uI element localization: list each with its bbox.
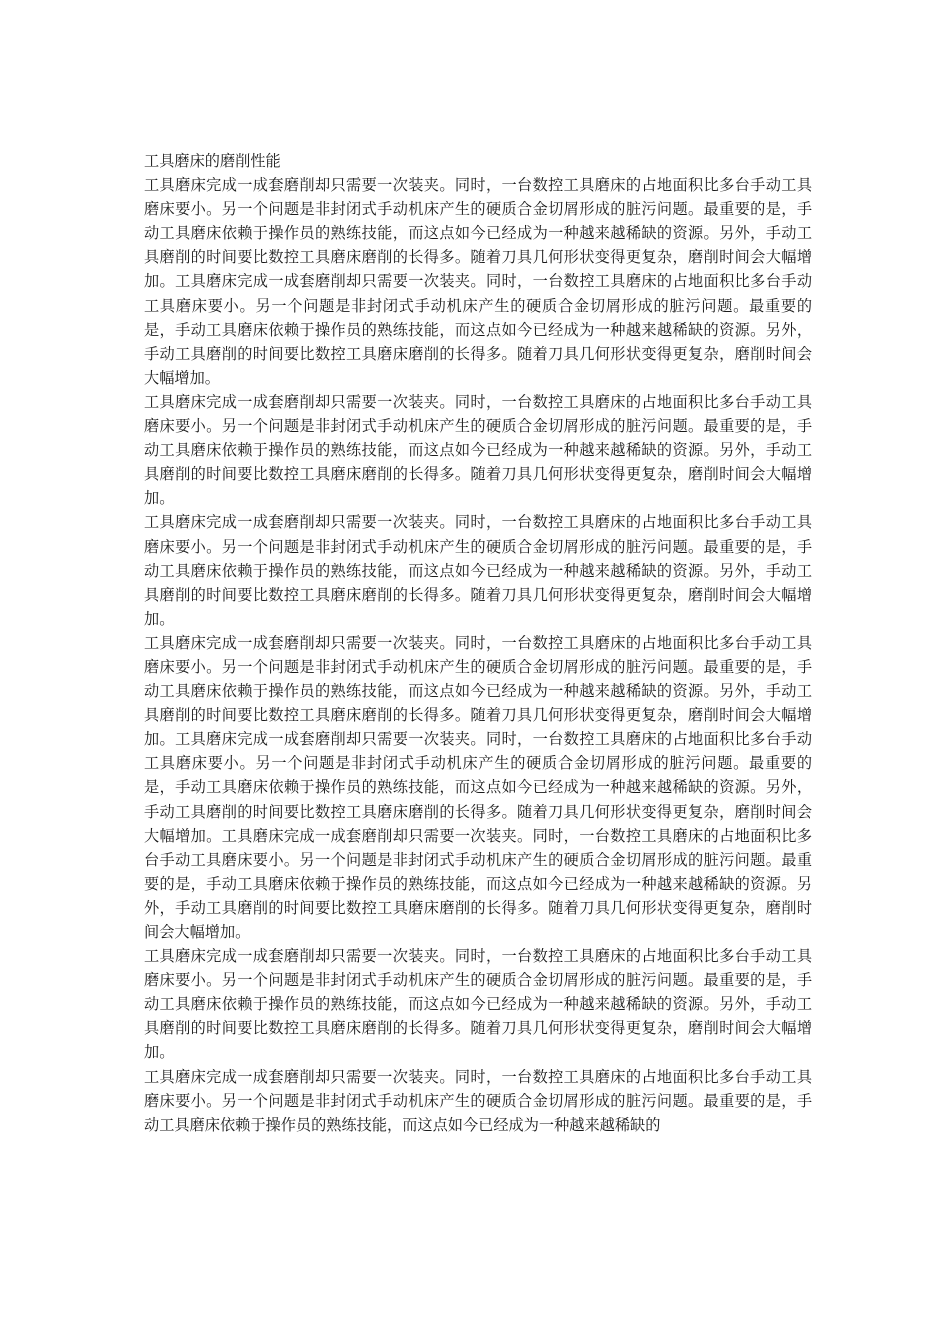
paragraph: 工具磨床完成一成套磨削却只需要一次装夹。同时，一台数控工具磨床的占地面积比多台手动工具磨床要小。另一个问题是非封闭式手动机床产生的硬质合金切屑形成的脏污问题。最重要的是，手动工具磨床依赖于操作员的熟练技能，而这点如今已经成为一种越来越稀缺的资源。另外，手动工具磨削的时间要比数控工具磨床磨削的长得多。随着刀具几何形状变得更复杂，磨削时间会大幅增加。 xyxy=(144,947,812,1062)
document-body xyxy=(144,149,812,1137)
paragraph: 工具磨床完成一成套磨削却只需要一次装夹。同时，一台数控工具磨床的占地面积比多台手动工具磨床要小。另一个问题是非封闭式手动机床产生的硬质合金切屑形成的脏污问题。最重要的是，手动工具磨床依赖于操作员的熟练技能，而这点如今已经成为一种越来越稀缺的 xyxy=(144,1067,812,1134)
paragraph: 工具磨床完成一成套磨削却只需要一次装夹。同时，一台数控工具磨床的占地面积比多台手动工具磨床要小。另一个问题是非封闭式手动机床产生的硬质合金切屑形成的脏污问题。最重要的是，手动工具磨床依赖于操作员的熟练技能，而这点如今已经成为一种越来越稀缺的资源。另外，手动工具磨削的时间要比数控工具磨床磨削的长得多。随着刀具几何形状变得更复杂，磨削时间会大幅增加。 xyxy=(144,513,812,628)
document-title: 工具磨床的磨削性能 xyxy=(144,152,281,170)
paragraph: 工具磨床完成一成套磨削却只需要一次装夹。同时，一台数控工具磨床的占地面积比多台手动工具磨床要小。另一个问题是非封闭式手动机床产生的硬质合金切屑形成的脏污问题。最重要的是，手动工具磨床依赖于操作员的熟练技能，而这点如今已经成为一种越来越稀缺的资源。另外，手动工具磨削的时间要比数控工具磨床磨削的长得多。随着刀具几何形状变得更复杂，磨削时间会大幅增加。工具磨床完成一成套磨削却只需要一次装夹。同时，一台数控工具磨床的占地面积比多台手动工具磨床要小。另一个问题是非封闭式手动机床产生的硬质合金切屑形成的脏污问题。最重要的是，手动工具磨床依赖于操作员的熟练技能，而这点如今已经成为一种越来越稀缺的资源。另外，手动工具磨削的时间要比数控工具磨床磨削的长得多。随着刀具几何形状变得更复杂，磨削时间会大幅增加。 xyxy=(144,176,812,387)
paragraph: 工具磨床完成一成套磨削却只需要一次装夹。同时，一台数控工具磨床的占地面积比多台手动工具磨床要小。另一个问题是非封闭式手动机床产生的硬质合金切屑形成的脏污问题。最重要的是，手动工具磨床依赖于操作员的熟练技能，而这点如今已经成为一种越来越稀缺的资源。另外，手动工具磨削的时间要比数控工具磨床磨削的长得多。随着刀具几何形状变得更复杂，磨削时间会大幅增加。工具磨床完成一成套磨削却只需要一次装夹。同时，一台数控工具磨床的占地面积比多台手动工具磨床要小。另一个问题是非封闭式手动机床产生的硬质合金切屑形成的脏污问题。最重要的是，手动工具磨床依赖于操作员的熟练技能，而这点如今已经成为一种越来越稀缺的资源。另外，手动工具磨削的时间要比数控工具磨床磨削的长得多。随着刀具几何形状变得更复杂，磨削时间会大幅增加。工具磨床完成一成套磨削却只需要一次装夹。同时，一台数控工具磨床的占地面积比多台手动工具磨床要小。另一个问题是非封闭式手动机床产生的硬质合金切屑形成的脏污问题。最重要的是，手动工具磨床依赖于操作员的熟练技能，而这点如今已经成为一种越来越稀缺的资源。另外，手动工具磨削的时间要比数控工具磨床磨削的长得多。随着刀具几何形状变得更复杂，磨削时间会大幅增加。 xyxy=(144,633,812,941)
paragraph: 工具磨床完成一成套磨削却只需要一次装夹。同时，一台数控工具磨床的占地面积比多台手动工具磨床要小。另一个问题是非封闭式手动机床产生的硬质合金切屑形成的脏污问题。最重要的是，手动工具磨床依赖于操作员的熟练技能，而这点如今已经成为一种越来越稀缺的资源。另外，手动工具磨削的时间要比数控工具磨床磨削的长得多。随着刀具几何形状变得更复杂，磨削时间会大幅增加。 xyxy=(144,392,812,508)
